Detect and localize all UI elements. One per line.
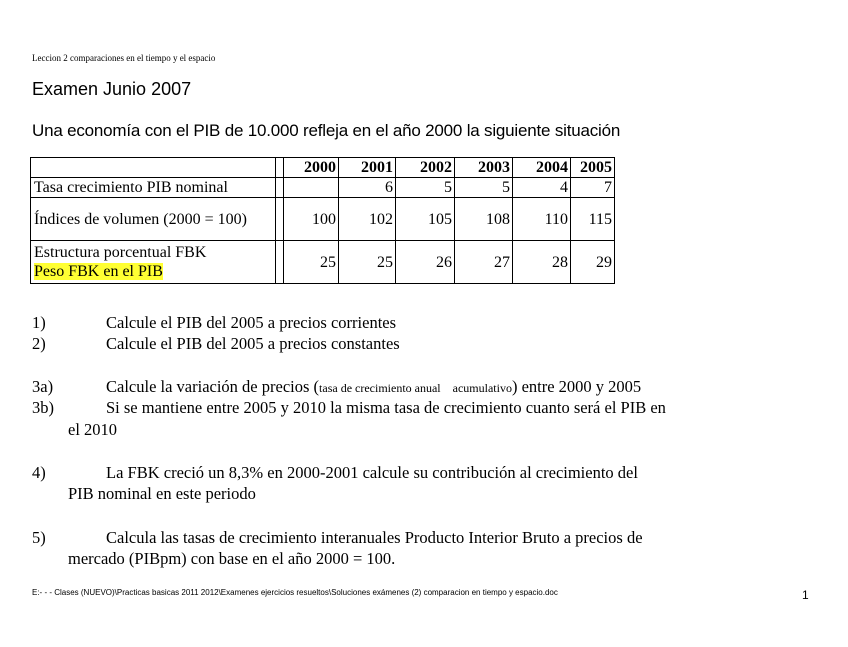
question-number: 2) (32, 334, 46, 353)
table-cell: 26 (396, 241, 455, 284)
year-header: 2004 (513, 158, 571, 178)
table-cell: 5 (396, 178, 455, 198)
table-spacer (276, 158, 284, 178)
table-cell: 100 (284, 198, 339, 241)
question-text-continued: el 2010 (68, 420, 118, 439)
highlighted-label: Peso FBK en el PIB (34, 263, 163, 280)
table-spacer (276, 178, 284, 198)
year-header: 2001 (339, 158, 396, 178)
data-table (30, 157, 615, 284)
row-label: Tasa crecimiento PIB nominal (31, 178, 276, 198)
table-corner (31, 158, 276, 178)
table-header-row (31, 158, 615, 178)
question-number: 5) (32, 528, 46, 547)
table-cell: 5 (455, 178, 513, 198)
header-note: Leccion 2 comparaciones en el tiempo y el espacio (32, 53, 216, 63)
year-header: 2000 (284, 158, 339, 178)
question-text: Calcula las tasas de crecimiento interanuales Producto Interior Bruto a precios de (106, 528, 643, 547)
table-cell: 7 (571, 178, 615, 198)
table-cell: 6 (339, 178, 396, 198)
question-text: Si se mantiene entre 2005 y 2010 la misma tasa de crecimiento cuanto será el PIB en (106, 398, 666, 417)
question-text: Calcule el PIB del 2005 a precios corrientes (106, 313, 397, 332)
page-number: 1 (802, 588, 809, 602)
question-number: 4) (32, 463, 46, 482)
row-label: Índices de volumen (2000 = 100) (31, 198, 276, 241)
row-label-line: Estructura porcentual FBK (34, 244, 207, 261)
question-text: Calcule la variación de precios (tasa de crecimiento anual acumulativo) entre 2000 y 2005 (106, 377, 642, 396)
table-row (31, 198, 615, 241)
table-cell: 25 (339, 241, 396, 284)
question-number: 1) (32, 313, 46, 332)
table-spacer (276, 241, 284, 284)
table-cell: 102 (339, 198, 396, 241)
year-header: 2005 (571, 158, 615, 178)
question-text: La FBK creció un 8,3% en 2000-2001 calcule su contribución al crecimiento del (106, 463, 638, 482)
question-number: 3b) (32, 398, 54, 417)
footer-path: E:- - - Clases (NUEVO)\Practicas basicas 2011 2012\Examenes ejercicios resueltos\Soluciones exámenes (2) comparacion en tiempo y espacio.doc (32, 588, 558, 597)
question-text-continued: mercado (PIBpm) con base en el año 2000 = 100. (68, 549, 396, 568)
question-text: Calcule el PIB del 2005 a precios constantes (106, 334, 400, 353)
table-cell: 108 (455, 198, 513, 241)
table-cell: 4 (513, 178, 571, 198)
table-cell (284, 178, 339, 198)
table-spacer (276, 198, 284, 241)
year-header: 2002 (396, 158, 455, 178)
year-header: 2003 (455, 158, 513, 178)
question-text-continued: PIB nominal en este periodo (68, 484, 256, 503)
table-cell: 27 (455, 241, 513, 284)
table-cell: 105 (396, 198, 455, 241)
table-row (31, 241, 615, 284)
table-cell: 115 (571, 198, 615, 241)
table-cell: 29 (571, 241, 615, 284)
inline-note: tasa de crecimiento anual acumulativo (319, 381, 512, 395)
table-cell: 25 (284, 241, 339, 284)
table-cell: 110 (513, 198, 571, 241)
table-cell: 28 (513, 241, 571, 284)
row-label (31, 241, 276, 284)
intro-text: Una economía con el PIB de 10.000 refleja en el año 2000 la siguiente situación (32, 121, 621, 140)
exam-title: Examen Junio 2007 (32, 79, 192, 99)
question-number: 3a) (32, 377, 54, 396)
table-row (31, 178, 615, 198)
